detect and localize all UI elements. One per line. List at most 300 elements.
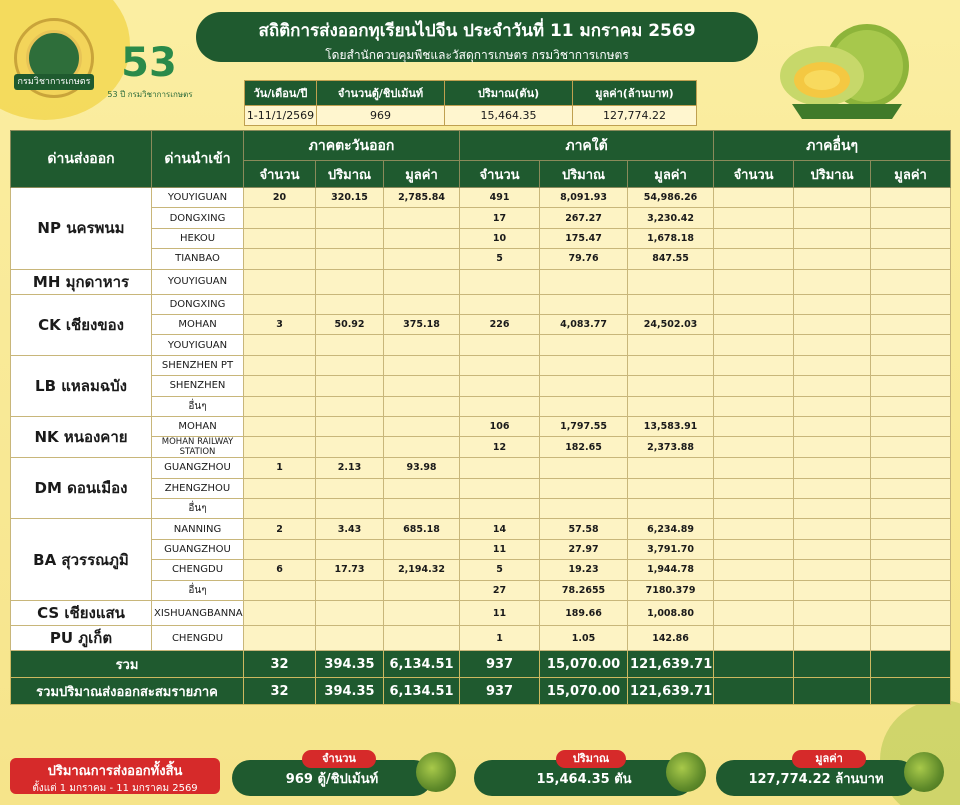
value-cell: 226 (460, 314, 540, 334)
summary-date: 1-11/1/2569 (245, 106, 317, 126)
value-cell: 7180.379 (628, 580, 714, 600)
sub-header-cell: ปริมาณ (794, 161, 871, 188)
value-cell: 2,785.84 (384, 188, 460, 208)
total-value-cell (871, 678, 951, 705)
value-cell (540, 269, 628, 294)
value-cell (871, 355, 951, 375)
value-cell: 320.15 (316, 188, 384, 208)
value-cell (628, 396, 714, 416)
value-cell (244, 478, 316, 498)
total-value-cell: 937 (460, 678, 540, 705)
value-cell (244, 249, 316, 269)
value-cell (871, 626, 951, 651)
value-cell (794, 355, 871, 375)
value-cell (794, 228, 871, 248)
value-cell (384, 355, 460, 375)
export-port-cell: CS เชียงแสน (11, 601, 152, 626)
region-header-other: ภาคอื่นๆ (714, 131, 951, 161)
summary-header-date: วัน/เดือน/ปี (245, 81, 317, 106)
value-cell (384, 376, 460, 396)
value-cell (794, 499, 871, 519)
durian-icon (416, 752, 456, 792)
value-cell (794, 437, 871, 458)
export-table (10, 130, 951, 705)
footer-qty-value: 15,464.35 ตัน (536, 772, 632, 787)
table-row (11, 580, 951, 600)
col-header-port: ด่านส่งออก (11, 131, 152, 188)
table-row (11, 437, 951, 458)
value-cell (794, 269, 871, 294)
summary-value: 127,774.22 (573, 106, 697, 126)
import-port-cell: อื่นๆ (152, 580, 244, 600)
value-cell (460, 396, 540, 416)
value-cell: 17.73 (316, 560, 384, 580)
sub-header-cell: มูลค่า (384, 161, 460, 188)
page-subtitle: โดยสำนักควบคุมพืชและวัสดุการเกษตร กรมวิชาการเกษตร (325, 48, 629, 62)
value-cell: 1,678.18 (628, 228, 714, 248)
value-cell (384, 269, 460, 294)
value-cell (871, 249, 951, 269)
import-port-cell: GUANGZHOU (152, 458, 244, 478)
table-row (11, 376, 951, 396)
value-cell (384, 626, 460, 651)
value-cell (714, 335, 794, 355)
value-cell (794, 519, 871, 539)
summary-count: 969 (317, 106, 445, 126)
value-cell: 6 (244, 560, 316, 580)
value-cell: 11 (460, 539, 540, 559)
value-cell (794, 188, 871, 208)
footer-qty-tag: ปริมาณ (556, 750, 626, 768)
value-cell (540, 355, 628, 375)
export-port-cell: MH มุกดาหาร (11, 269, 152, 294)
value-cell (714, 208, 794, 228)
table-row (11, 396, 951, 416)
value-cell (384, 499, 460, 519)
footer-value-tag: มูลค่า (792, 750, 866, 768)
value-cell (871, 314, 951, 334)
value-cell (460, 499, 540, 519)
table-row (11, 355, 951, 375)
value-cell (244, 416, 316, 436)
value-cell (540, 294, 628, 314)
value-cell (460, 269, 540, 294)
value-cell: 4,083.77 (540, 314, 628, 334)
value-cell: 27 (460, 580, 540, 600)
value-cell (460, 355, 540, 375)
value-cell (316, 539, 384, 559)
value-cell (871, 499, 951, 519)
value-cell (794, 335, 871, 355)
value-cell (794, 560, 871, 580)
total-value-cell: 32 (244, 678, 316, 705)
value-cell (316, 376, 384, 396)
value-cell (871, 458, 951, 478)
value-cell (244, 580, 316, 600)
value-cell (794, 478, 871, 498)
value-cell (316, 626, 384, 651)
import-port-cell: CHENGDU (152, 560, 244, 580)
value-cell: 1 (244, 458, 316, 478)
value-cell: 2 (244, 519, 316, 539)
footer-total-badge (10, 758, 220, 794)
value-cell (244, 335, 316, 355)
value-cell (384, 601, 460, 626)
value-cell: 267.27 (540, 208, 628, 228)
value-cell (316, 580, 384, 600)
value-cell: 5 (460, 560, 540, 580)
value-cell (316, 396, 384, 416)
value-cell (794, 314, 871, 334)
table-row (11, 601, 951, 626)
total-value-cell: 121,639.71 (628, 651, 714, 678)
value-cell (714, 560, 794, 580)
sub-header-cell: มูลค่า (628, 161, 714, 188)
value-cell (794, 376, 871, 396)
value-cell (316, 249, 384, 269)
total-label: รวม (11, 651, 244, 678)
table-row (11, 499, 951, 519)
import-port-cell: TIANBAO (152, 249, 244, 269)
value-cell (384, 396, 460, 416)
footer-badge-period: ตั้งแต่ 1 มกราคม - 11 มกราคม 2569 (32, 783, 198, 794)
value-cell (384, 335, 460, 355)
table-row (11, 416, 951, 436)
total-value-cell (794, 651, 871, 678)
region-header-south: ภาคใต้ (460, 131, 714, 161)
value-cell (244, 294, 316, 314)
value-cell: 182.65 (540, 437, 628, 458)
total-value-cell (714, 678, 794, 705)
value-cell: 1,008.80 (628, 601, 714, 626)
value-cell: 142.86 (628, 626, 714, 651)
summary-header-value: มูลค่า(ล้านบาท) (573, 81, 697, 106)
value-cell (871, 188, 951, 208)
value-cell (794, 249, 871, 269)
value-cell (244, 539, 316, 559)
value-cell (871, 294, 951, 314)
value-cell (714, 249, 794, 269)
value-cell (540, 376, 628, 396)
value-cell (628, 269, 714, 294)
value-cell (714, 601, 794, 626)
import-port-cell: MOHAN (152, 314, 244, 334)
total-value-cell: 937 (460, 651, 540, 678)
table-row (11, 626, 951, 651)
value-cell (384, 416, 460, 436)
page-title: สถิติการส่งออกทุเรียนไปจีน ประจำวันที่ 11 มกราคม 2569 (258, 21, 696, 41)
summary-qty: 15,464.35 (445, 106, 573, 126)
durian-icon (904, 752, 944, 792)
value-cell (794, 458, 871, 478)
value-cell: 6,234.89 (628, 519, 714, 539)
value-cell: 79.76 (540, 249, 628, 269)
total-value-cell: 6,134.51 (384, 678, 460, 705)
import-port-cell: อื่นๆ (152, 499, 244, 519)
anniversary-logo-label: 53 ปี กรมวิชาการเกษตร (107, 90, 193, 99)
value-cell (714, 314, 794, 334)
sub-header-cell: จำนวน (460, 161, 540, 188)
value-cell (714, 294, 794, 314)
value-cell (871, 519, 951, 539)
value-cell: 8,091.93 (540, 188, 628, 208)
value-cell (384, 294, 460, 314)
total-value-cell: 394.35 (316, 651, 384, 678)
import-port-cell: HEKOU (152, 228, 244, 248)
value-cell: 93.98 (384, 458, 460, 478)
import-port-cell: อื่นๆ (152, 396, 244, 416)
table-row (11, 208, 951, 228)
value-cell: 5 (460, 249, 540, 269)
value-cell: 50.92 (316, 314, 384, 334)
value-cell (871, 228, 951, 248)
value-cell (714, 376, 794, 396)
value-cell (316, 294, 384, 314)
table-row (11, 249, 951, 269)
total-value-cell (794, 678, 871, 705)
value-cell: 10 (460, 228, 540, 248)
value-cell (316, 208, 384, 228)
summary-table (244, 80, 697, 126)
value-cell (460, 478, 540, 498)
value-cell (628, 478, 714, 498)
table-row (11, 314, 951, 334)
value-cell: 3,791.70 (628, 539, 714, 559)
anniversary-logo: 53 (121, 40, 177, 86)
header-banner (196, 12, 758, 62)
value-cell (244, 269, 316, 294)
export-port-cell: BA สุวรรณภูมิ (11, 519, 152, 601)
value-cell (871, 478, 951, 498)
export-port-cell: PU ภูเก็ต (11, 626, 152, 651)
value-cell (714, 499, 794, 519)
value-cell: 685.18 (384, 519, 460, 539)
footer-badge-title: ปริมาณการส่งออกทั้งสิ้น (47, 764, 183, 779)
value-cell (316, 437, 384, 458)
value-cell: 3,230.42 (628, 208, 714, 228)
value-cell (244, 499, 316, 519)
import-port-cell: CHENGDU (152, 626, 244, 651)
value-cell (628, 294, 714, 314)
value-cell (714, 437, 794, 458)
total-value-cell: 6,134.51 (384, 651, 460, 678)
value-cell: 17 (460, 208, 540, 228)
import-port-cell: YOUYIGUAN (152, 188, 244, 208)
value-cell: 847.55 (628, 249, 714, 269)
value-cell (540, 458, 628, 478)
total-value-cell (871, 651, 951, 678)
value-cell: 3 (244, 314, 316, 334)
value-cell (540, 335, 628, 355)
value-cell (871, 269, 951, 294)
import-port-cell: GUANGZHOU (152, 539, 244, 559)
import-port-cell: DONGXING (152, 208, 244, 228)
value-cell: 78.2655 (540, 580, 628, 600)
value-cell (714, 269, 794, 294)
col-header-dest: ด่านนำเข้า (152, 131, 244, 188)
export-port-cell: DM ดอนเมือง (11, 458, 152, 519)
value-cell (794, 539, 871, 559)
value-cell: 175.47 (540, 228, 628, 248)
table-row (11, 294, 951, 314)
value-cell (871, 376, 951, 396)
value-cell (460, 376, 540, 396)
total-value-cell (714, 651, 794, 678)
value-cell (460, 458, 540, 478)
value-cell (871, 601, 951, 626)
doa-logo-label: กรมวิชาการเกษตร (14, 74, 94, 90)
value-cell (244, 437, 316, 458)
value-cell (794, 626, 871, 651)
value-cell: 2,373.88 (628, 437, 714, 458)
value-cell (384, 437, 460, 458)
export-port-cell: NK หนองคาย (11, 416, 152, 457)
value-cell (628, 376, 714, 396)
total-row (11, 651, 951, 678)
sub-header-cell: ปริมาณ (316, 161, 384, 188)
value-cell (871, 539, 951, 559)
footer-count-tag: จำนวน (302, 750, 376, 768)
import-port-cell: SHENZHEN (152, 376, 244, 396)
import-port-cell: NANNING (152, 519, 244, 539)
export-port-cell: LB แหลมฉบัง (11, 355, 152, 416)
value-cell: 1.05 (540, 626, 628, 651)
value-cell (714, 626, 794, 651)
summary-header-qty: ปริมาณ(ตัน) (445, 81, 573, 106)
value-cell (628, 499, 714, 519)
value-cell: 375.18 (384, 314, 460, 334)
table-row (11, 269, 951, 294)
value-cell (794, 601, 871, 626)
value-cell (714, 228, 794, 248)
import-port-cell: MOHAN RAILWAY STATION (152, 437, 244, 458)
value-cell (244, 228, 316, 248)
value-cell (244, 396, 316, 416)
value-cell (871, 335, 951, 355)
value-cell: 12 (460, 437, 540, 458)
value-cell (794, 580, 871, 600)
value-cell: 1,944.78 (628, 560, 714, 580)
value-cell (460, 294, 540, 314)
import-port-cell: SHENZHEN PT (152, 355, 244, 375)
value-cell (794, 416, 871, 436)
value-cell: 27.97 (540, 539, 628, 559)
value-cell (714, 580, 794, 600)
value-cell (714, 519, 794, 539)
value-cell (871, 580, 951, 600)
value-cell: 491 (460, 188, 540, 208)
import-port-cell: YOUYIGUAN (152, 335, 244, 355)
value-cell (384, 478, 460, 498)
value-cell: 14 (460, 519, 540, 539)
total-value-cell: 15,070.00 (540, 651, 628, 678)
import-port-cell: MOHAN (152, 416, 244, 436)
total-value-cell: 394.35 (316, 678, 384, 705)
value-cell (714, 478, 794, 498)
import-port-cell: XISHUANGBANNA (152, 601, 244, 626)
value-cell (316, 601, 384, 626)
value-cell: 1,797.55 (540, 416, 628, 436)
value-cell (316, 269, 384, 294)
footer-value-value: 127,774.22 ล้านบาท (748, 772, 884, 787)
table-row (11, 188, 951, 208)
durian-illustration (772, 14, 922, 124)
value-cell (384, 580, 460, 600)
total-row (11, 678, 951, 705)
export-port-cell: NP นครพนม (11, 188, 152, 270)
value-cell (384, 228, 460, 248)
value-cell (244, 208, 316, 228)
total-value-cell: 15,070.00 (540, 678, 628, 705)
table-row (11, 458, 951, 478)
value-cell: 20 (244, 188, 316, 208)
value-cell (384, 249, 460, 269)
value-cell (316, 335, 384, 355)
value-cell (628, 335, 714, 355)
value-cell (714, 355, 794, 375)
import-port-cell: ZHENGZHOU (152, 478, 244, 498)
value-cell: 54,986.26 (628, 188, 714, 208)
value-cell (714, 458, 794, 478)
total-label: รวมปริมาณส่งออกสะสมรายภาค (11, 678, 244, 705)
table-row (11, 519, 951, 539)
value-cell (244, 601, 316, 626)
footer-count-value: 969 ตู้/ชิปเม้นท์ (285, 772, 379, 787)
total-value-cell: 32 (244, 651, 316, 678)
sub-header-cell: ปริมาณ (540, 161, 628, 188)
value-cell (871, 396, 951, 416)
value-cell (714, 539, 794, 559)
value-cell (316, 478, 384, 498)
value-cell: 19.23 (540, 560, 628, 580)
value-cell (316, 499, 384, 519)
value-cell (714, 188, 794, 208)
summary-header-count: จำนวนตู้/ชิปเม้นท์ (317, 81, 445, 106)
value-cell (871, 560, 951, 580)
value-cell (714, 416, 794, 436)
table-row (11, 478, 951, 498)
table-row (11, 539, 951, 559)
value-cell: 3.43 (316, 519, 384, 539)
value-cell: 13,583.91 (628, 416, 714, 436)
value-cell (794, 208, 871, 228)
value-cell (794, 294, 871, 314)
value-cell (316, 228, 384, 248)
value-cell (794, 396, 871, 416)
value-cell (628, 355, 714, 375)
value-cell: 2.13 (316, 458, 384, 478)
value-cell (316, 416, 384, 436)
value-cell (384, 208, 460, 228)
value-cell: 2,194.32 (384, 560, 460, 580)
value-cell (871, 208, 951, 228)
value-cell: 106 (460, 416, 540, 436)
value-cell (384, 539, 460, 559)
value-cell: 11 (460, 601, 540, 626)
durian-icon (666, 752, 706, 792)
value-cell (244, 626, 316, 651)
sub-header-cell: จำนวน (244, 161, 316, 188)
value-cell (628, 458, 714, 478)
value-cell (244, 376, 316, 396)
value-cell (316, 355, 384, 375)
table-row (11, 560, 951, 580)
total-value-cell: 121,639.71 (628, 678, 714, 705)
value-cell: 1 (460, 626, 540, 651)
table-row (11, 335, 951, 355)
value-cell (871, 437, 951, 458)
import-port-cell: YOUYIGUAN (152, 269, 244, 294)
